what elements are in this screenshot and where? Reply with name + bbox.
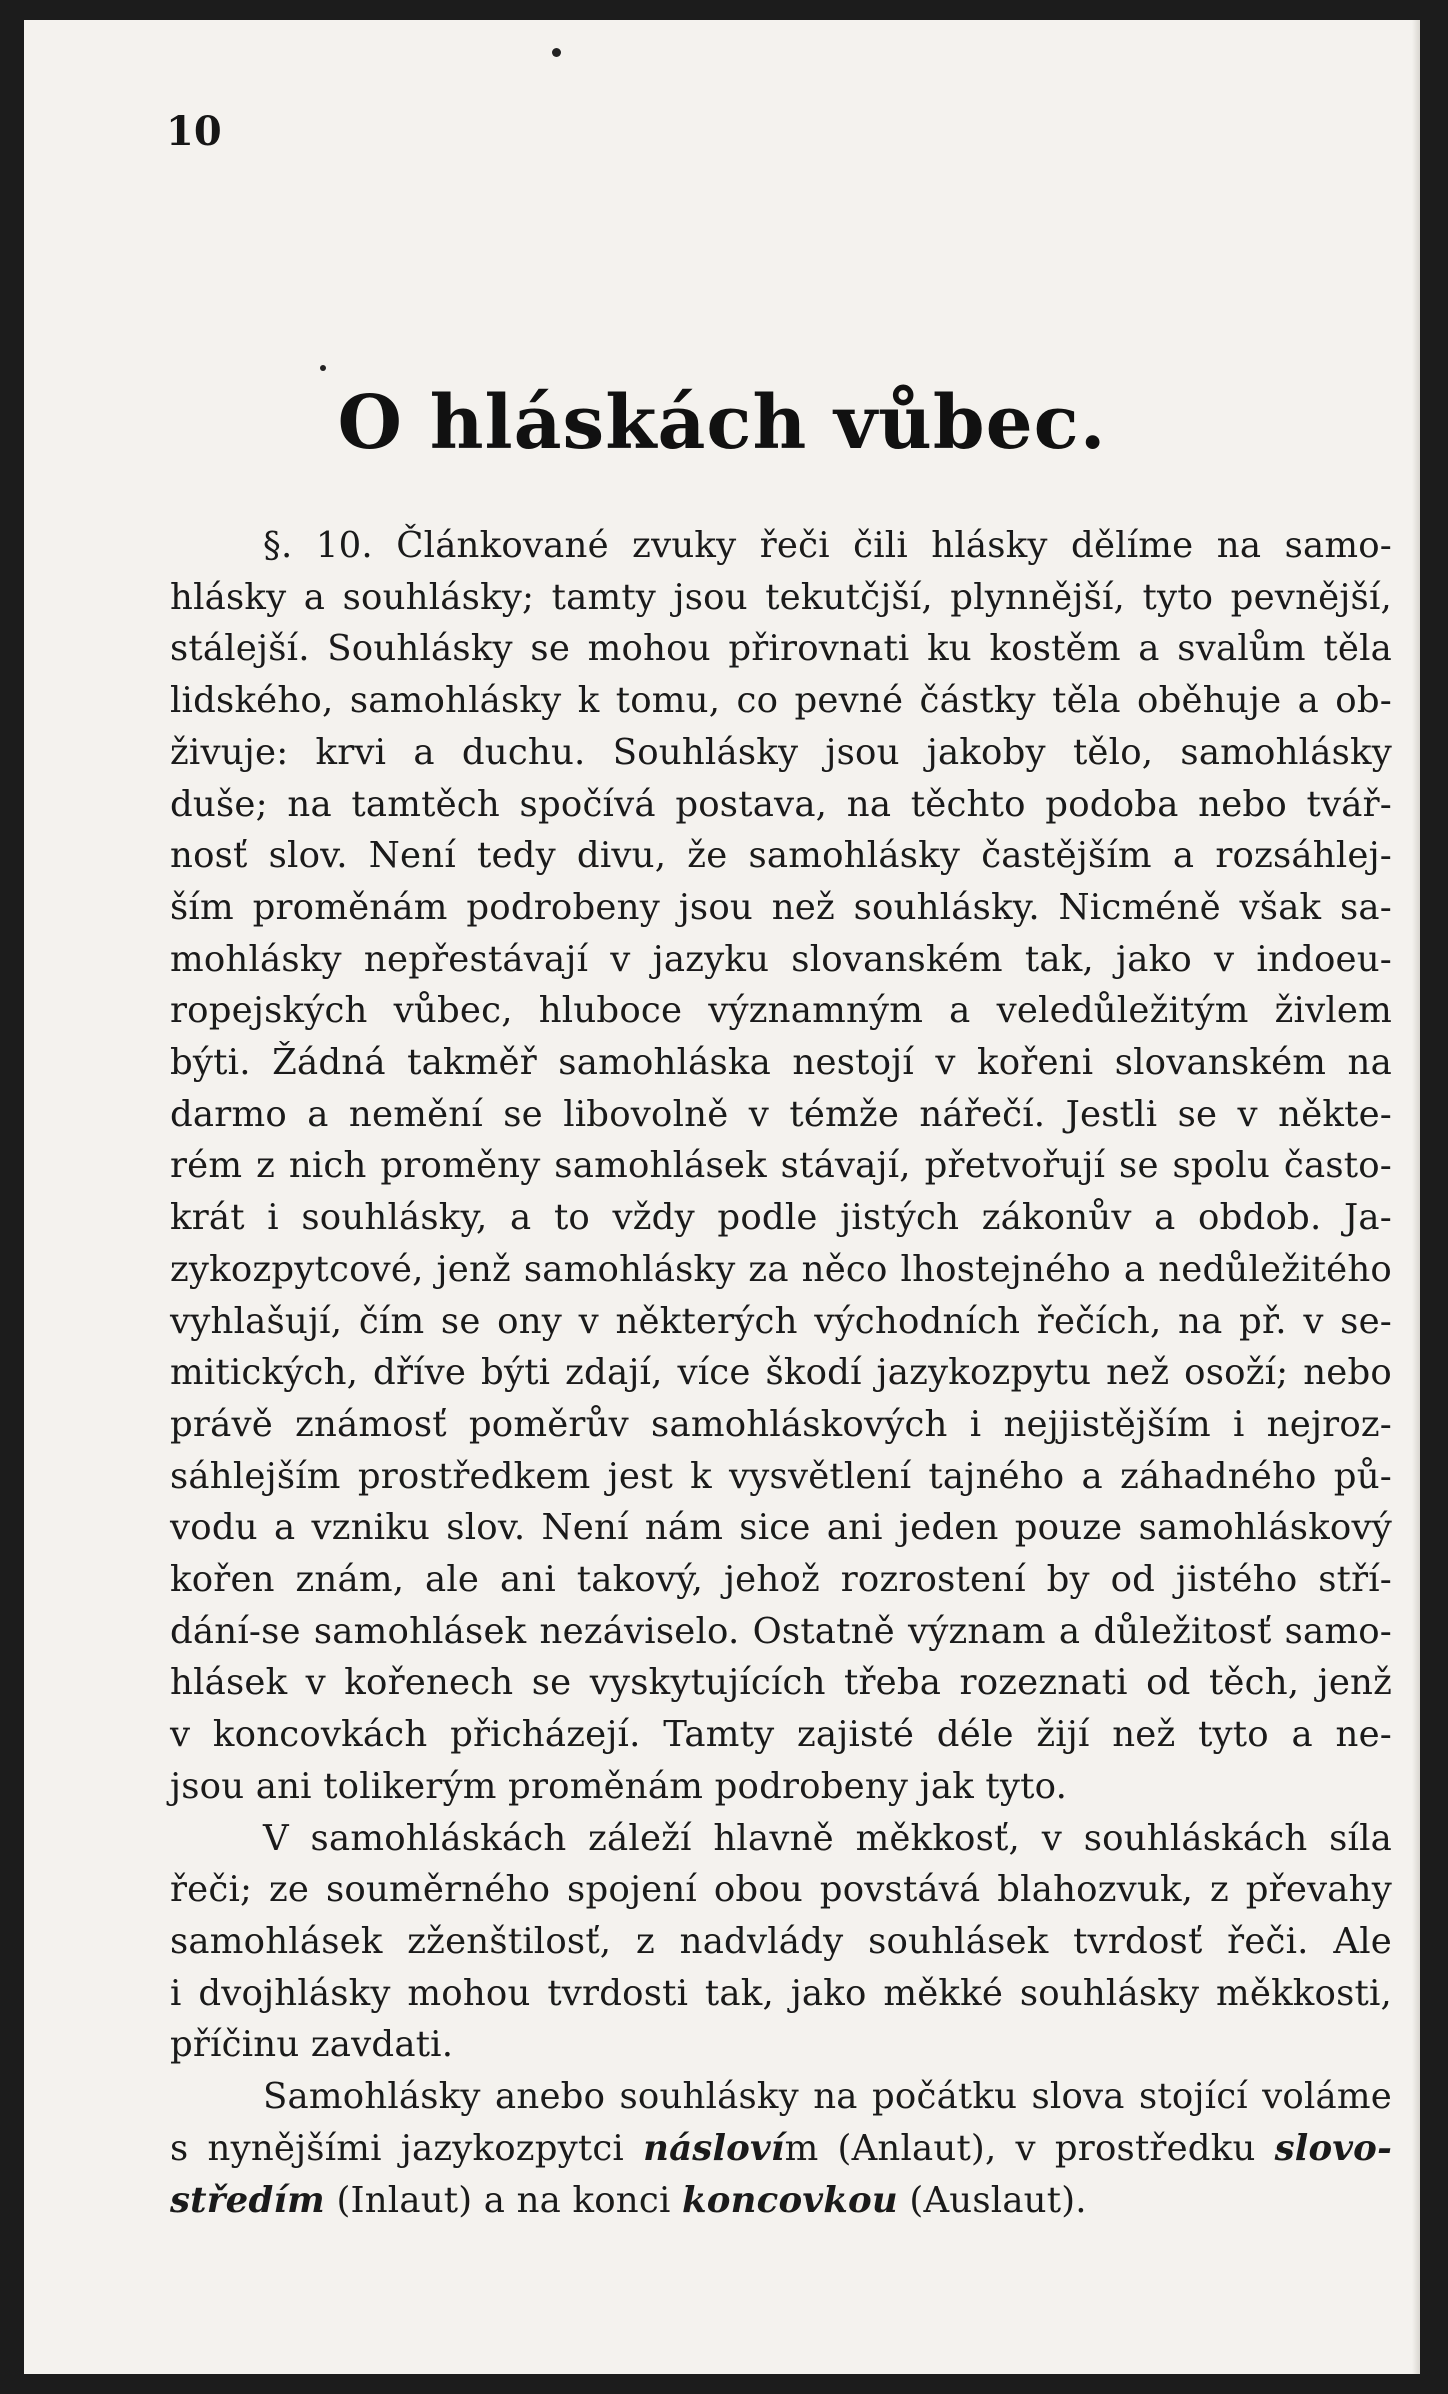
text-line: řeči; ze souměrného spojení obou povstává blahozvuk, z převahy <box>170 1869 1392 1911</box>
text-run: (Inlaut) a na konci <box>324 2179 682 2221</box>
term-slovostredi: slovo- <box>1274 2127 1392 2169</box>
text-line: býti. Žádná takměř samohláska nestojí v kořeni slovanském na <box>170 1042 1392 1084</box>
text-line: hlásek v kořenech se vyskytujících třeba rozeznati od těch, jenž <box>170 1662 1392 1704</box>
text-line: i dvojhlásky mohou tvrdosti tak, jako měkké souhlásky měkkosti, <box>170 1972 1392 2014</box>
text-line: rém z nich proměny samohlásek stávají, přetvořují se spolu často- <box>170 1145 1392 1187</box>
text-line: kořen znám, ale ani takový, jehož rozrostení by od jistého stří- <box>170 1559 1392 1601</box>
text-line: sáhlejším prostředkem jest k vysvětlení tajného a záhadného pů- <box>170 1455 1392 1497</box>
text-line: příčinu zavdati. <box>170 2024 454 2066</box>
ink-speck <box>320 365 326 371</box>
term-naslovi: násloví <box>643 2127 785 2169</box>
text-run: s nynějšími jazykozpytci <box>170 2127 644 2169</box>
text-line: vyhlašují, čím se ony v některých východních řečích, na př. v se- <box>170 1300 1392 1342</box>
text-line: Samohlásky anebo souhlásky na počátku slova stojící voláme <box>263 2076 1392 2118</box>
text-line: v koncovkách přicházejí. Tamty zajisté déle žijí než tyto a ne- <box>170 1714 1392 1756</box>
paragraph <box>170 2071 1392 2226</box>
page-edge-shadow <box>1412 20 1420 2374</box>
text-line: hlásky a souhlásky; tamty jsou tekutčjší, plynnější, tyto pevnější, <box>170 576 1392 618</box>
text-line: nosť slov. Není tedy divu, že samohlásky častějším a rozsáhlej- <box>170 835 1392 877</box>
text-line: V samohláskách záleží hlavně měkkosť, v souhláskách síla <box>263 1817 1392 1859</box>
text-run: m (Anlaut), v prostředku <box>784 2127 1275 2169</box>
text-line: darmo a nemění se libovolně v témže nářečí. Jestli se v někte- <box>170 1093 1392 1135</box>
text-line: vodu a vzniku slov. Není nám sice ani jeden pouze samohláskový <box>170 1507 1392 1549</box>
text-run: (Auslaut). <box>897 2179 1087 2221</box>
text-line: ropejských vůbec, hluboce významným a veledůležitým živlem <box>170 990 1392 1032</box>
term-koncovka: koncovkou <box>682 2179 898 2221</box>
text-line: §. 10. Článkované zvuky řeči čili hlásky dělíme na samo- <box>263 525 1392 566</box>
text-line <box>170 2123 1392 2175</box>
term-stredim: středím <box>170 2179 325 2221</box>
text-line: právě známosť poměrův samohláskových i nejjistějším i nejroz- <box>170 1403 1392 1445</box>
page-number: 10 <box>166 108 222 155</box>
ink-speck <box>552 48 561 57</box>
book-page <box>24 20 1420 2374</box>
text-line: mohlásky nepřestávají v jazyku slovanském tak, jako v indoeu- <box>170 938 1392 980</box>
text-line: duše; na tamtěch spočívá postava, na těchto podoba nebo tvář- <box>170 783 1392 825</box>
text-line: živuje: krvi a duchu. Souhlásky jsou jakoby tělo, samohlásky <box>170 731 1392 773</box>
paragraph <box>170 520 1392 1813</box>
body-text <box>170 520 1392 2226</box>
text-line: krát i souhlásky, a to vždy podle jistých zákonův a obdob. Ja- <box>170 1197 1392 1239</box>
text-line: lidského, samohlásky k tomu, co pevné částky těla oběhuje a ob- <box>170 680 1392 722</box>
text-line: ším proměnám podrobeny jsou než souhlásky. Nicméně však sa- <box>170 886 1392 928</box>
text-line: samohlásek zženštilosť, z nadvlády souhlásek tvrdosť řeči. Ale <box>170 1920 1392 1962</box>
paragraph <box>170 1813 1392 2072</box>
text-line: stálejší. Souhlásky se mohou přirovnati ku kostěm a svalům těla <box>170 628 1392 670</box>
text-line: mitických, dříve býti zdají, více škodí jazykozpytu než osoží; nebo <box>170 1352 1392 1394</box>
chapter-heading: O hláskách vůbec. <box>337 380 1107 466</box>
text-line: dání-se samohlásek nezáviselo. Ostatně význam a důležitosť samo- <box>170 1610 1392 1652</box>
text-line <box>170 2175 1392 2227</box>
text-line: zykozpytcové, jenž samohlásky za něco lhostejného a nedůležitého <box>170 1248 1392 1290</box>
text-line: jsou ani tolikerým proměnám podrobeny jak tyto. <box>170 1765 1068 1807</box>
